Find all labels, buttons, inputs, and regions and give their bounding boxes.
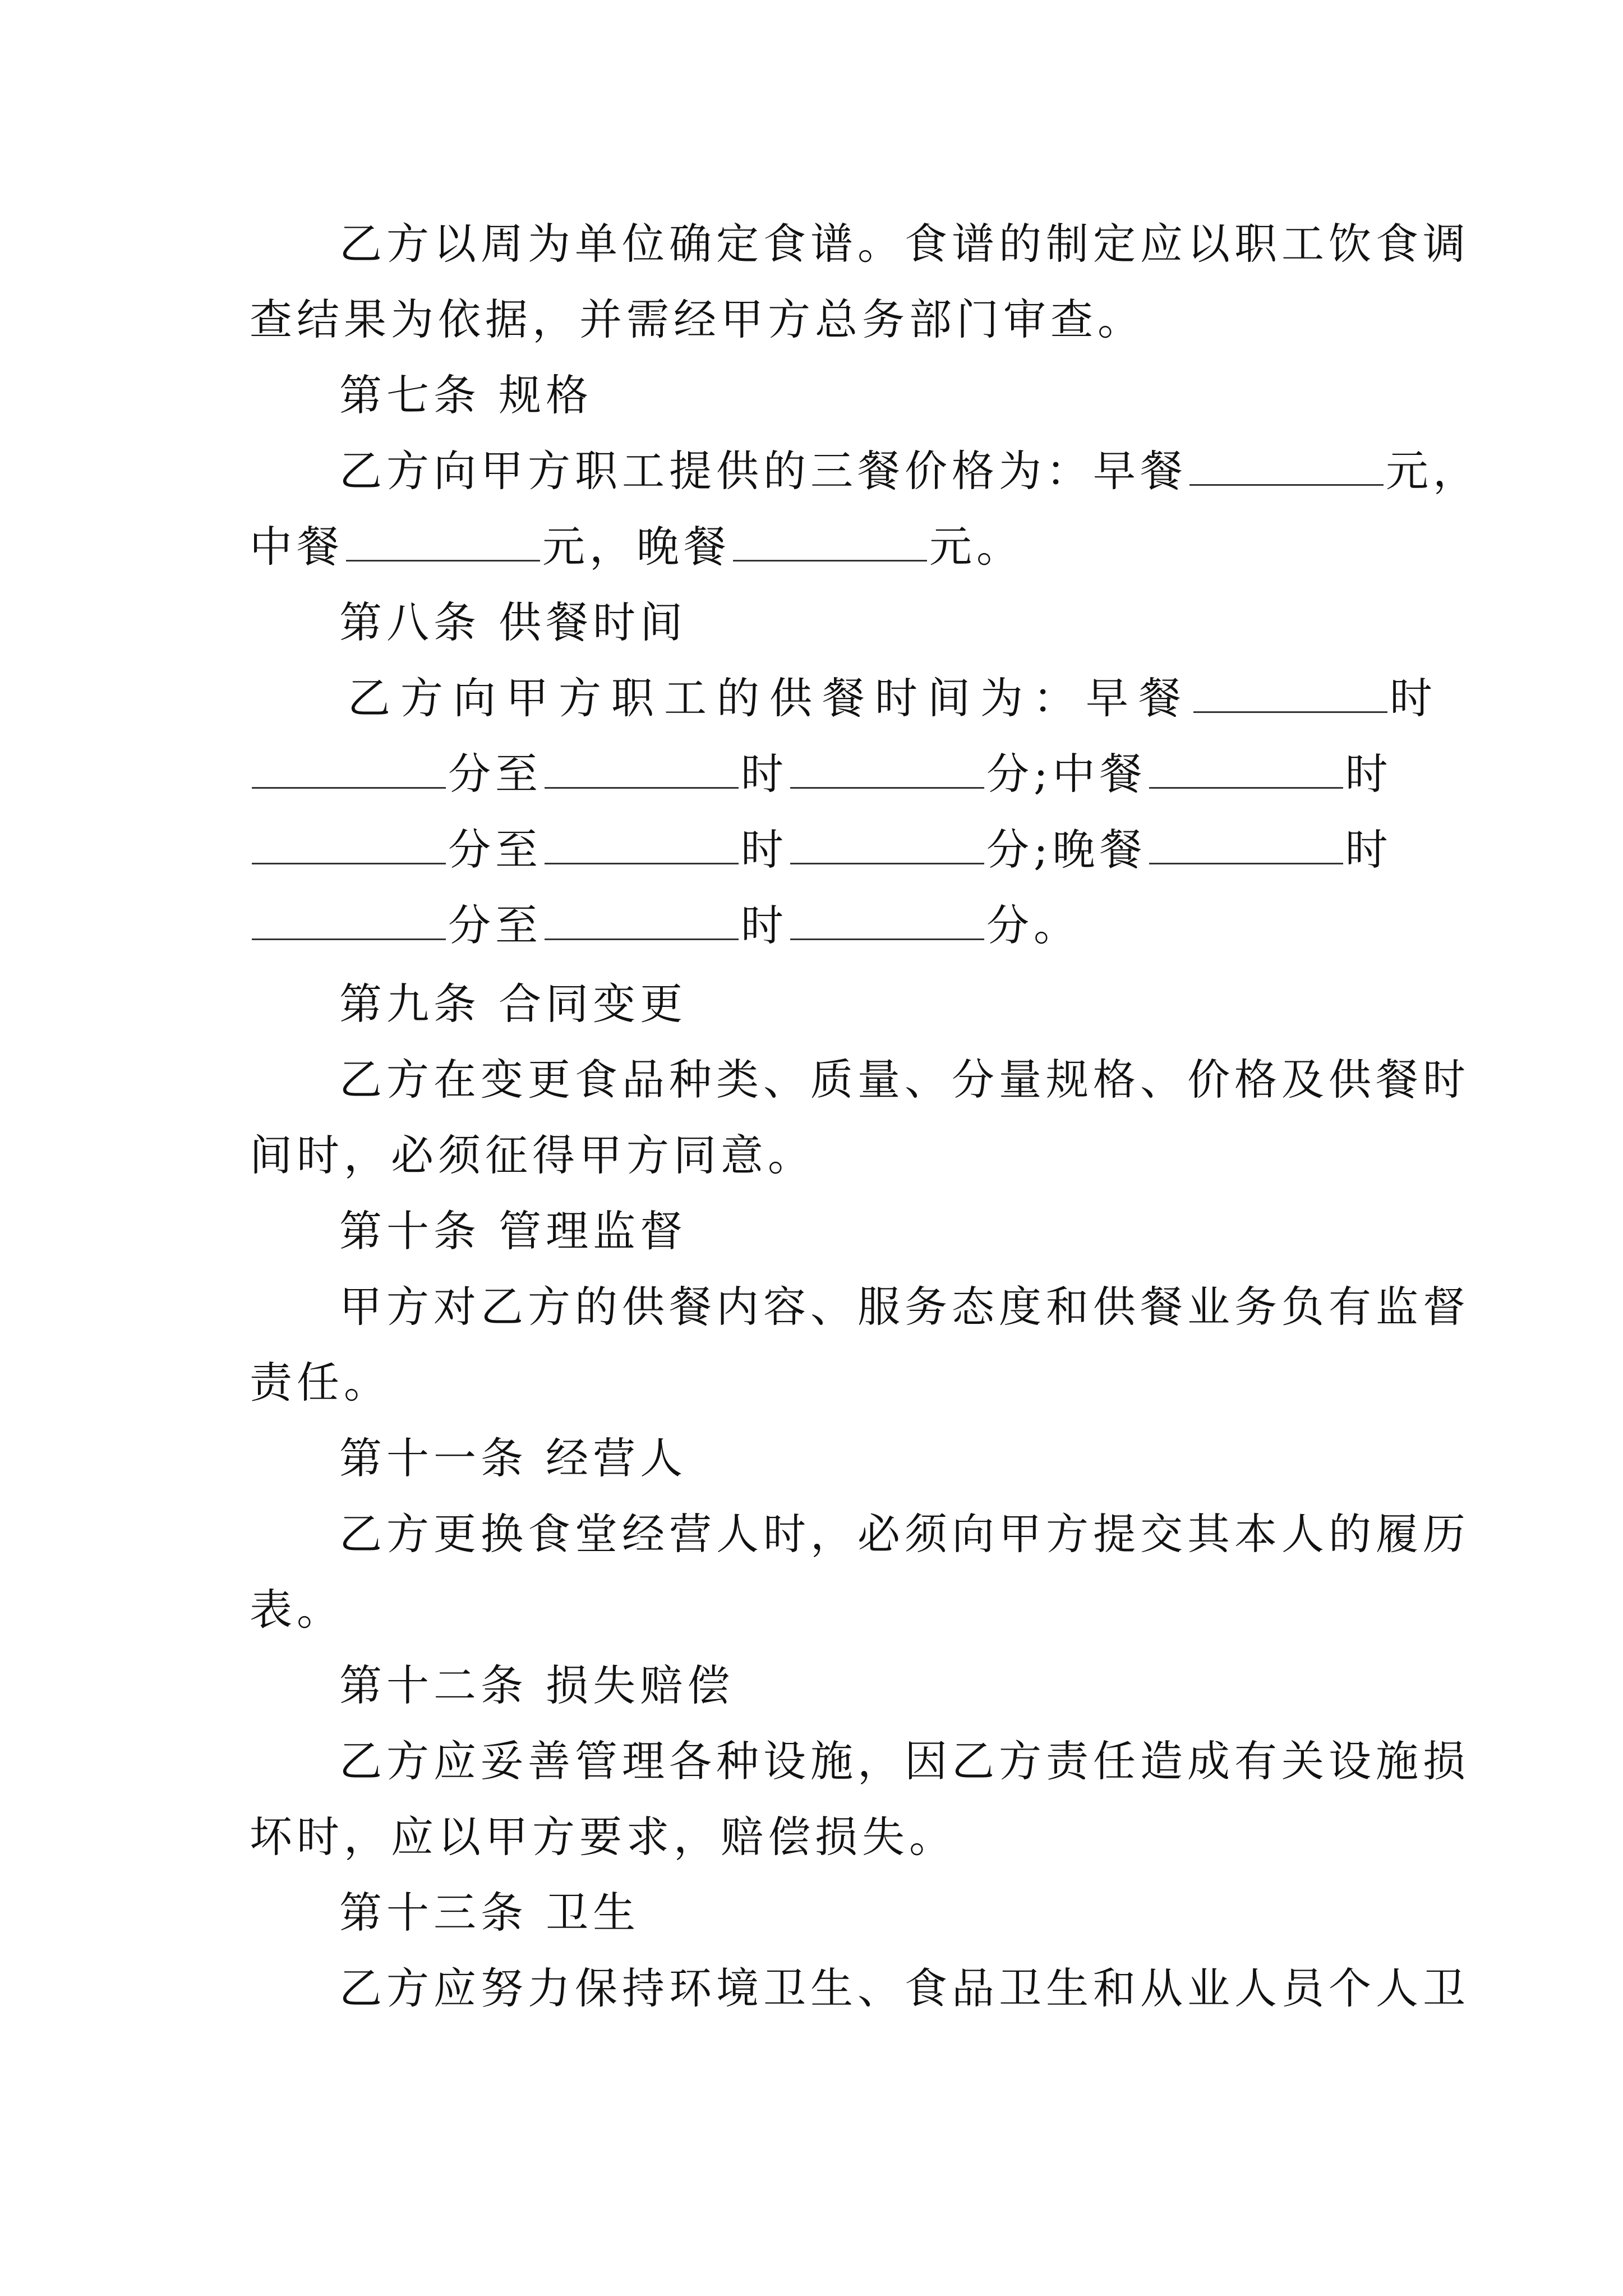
text: 时 — [741, 825, 788, 875]
section-heading — [339, 1430, 1483, 1487]
blank-fill-line — [545, 899, 739, 940]
section-heading — [339, 595, 1483, 651]
text: 乙方应努力保持环境卫生、食品卫生和从业人员个人卫 — [339, 1963, 1470, 2013]
paragraph-line — [339, 1733, 1483, 1789]
text: 乙方更换食堂经营人时，必须向甲方提交其本人的履历 — [339, 1509, 1470, 1559]
paragraph-line — [348, 670, 1492, 726]
paragraph-line — [339, 1961, 1483, 2017]
text: 第七条 规格 — [339, 370, 593, 420]
text: 时 — [1345, 749, 1393, 799]
blank-fill-line — [545, 823, 739, 864]
text: 乙方向甲方职工的供餐时间为：早餐 — [348, 673, 1191, 723]
text: 第九条 合同变更 — [339, 979, 688, 1029]
text: 分至 — [448, 900, 542, 950]
text: 甲方对乙方的供餐内容、服务态度和供餐业务负有监督 — [339, 1282, 1470, 1332]
text: 元，晚餐 — [542, 522, 731, 572]
blank-fill-line — [252, 899, 446, 940]
paragraph-line — [339, 1052, 1483, 1108]
text: 第十一条 经营人 — [339, 1433, 688, 1483]
text: 查结果为依据，并需经甲方总务部门审查。 — [250, 295, 1145, 344]
paragraph-line — [250, 519, 1394, 575]
blank-fill-line — [346, 521, 540, 562]
section-heading — [339, 1203, 1483, 1259]
section-heading — [339, 1658, 1483, 1714]
text: 乙方以周为单位确定食谱。食谱的制定应以职工饮食调 — [339, 219, 1470, 269]
section-heading — [339, 976, 1483, 1032]
blank-fill-line — [1149, 823, 1343, 864]
blank-fill-line — [733, 521, 927, 562]
text: 乙方在变更食品种类、质量、分量规格、价格及供餐时 — [339, 1055, 1470, 1105]
text: 分。 — [986, 900, 1081, 950]
paragraph-line — [250, 746, 1394, 802]
text: 间时，必须征得甲方同意。 — [250, 1130, 815, 1180]
section-heading — [339, 367, 1483, 424]
text: 分至 — [448, 825, 542, 875]
text: 分;晚餐 — [986, 825, 1147, 875]
blank-fill-line — [252, 748, 446, 789]
paragraph-line — [250, 822, 1394, 878]
paragraph-line — [339, 1279, 1483, 1335]
section-heading — [339, 1885, 1483, 1941]
paragraph-line — [250, 898, 1394, 954]
text: 元， — [1386, 446, 1480, 496]
paragraph-line — [250, 1355, 1394, 1411]
paragraph-line — [339, 443, 1483, 499]
text: 责任。 — [250, 1358, 391, 1407]
blank-fill-line — [790, 823, 984, 864]
text: 分至 — [448, 749, 542, 799]
blank-fill-line — [790, 748, 984, 789]
blank-fill-line — [1193, 672, 1387, 713]
blank-fill-line — [252, 823, 446, 864]
text: 元。 — [929, 522, 1023, 572]
text: 分;中餐 — [986, 749, 1147, 799]
text: 第八条 供餐时间 — [339, 597, 688, 647]
text: 时 — [1390, 673, 1442, 723]
blank-fill-line — [790, 899, 984, 940]
text: 坏时，应以甲方要求，赔偿损失。 — [250, 1812, 956, 1862]
paragraph-line — [250, 1582, 1394, 1638]
paragraph-line — [250, 292, 1394, 348]
text: 第十二条 损失赔偿 — [339, 1660, 735, 1710]
text: 时 — [1345, 825, 1393, 875]
blank-fill-line — [1189, 445, 1384, 486]
paragraph-line — [250, 1128, 1394, 1184]
text: 第十三条 卫生 — [339, 1888, 640, 1938]
text: 时 — [741, 900, 788, 950]
paragraph-line — [250, 1809, 1394, 1865]
text: 表。 — [250, 1585, 344, 1635]
paragraph-line — [339, 1506, 1483, 1562]
text: 时 — [741, 749, 788, 799]
paragraph-line — [339, 216, 1483, 272]
text: 第十条 管理监督 — [339, 1206, 688, 1256]
text: 乙方应妥善管理各种设施，因乙方责任造成有关设施损 — [339, 1736, 1470, 1786]
blank-fill-line — [1149, 748, 1343, 789]
text: 中餐 — [250, 522, 344, 572]
text: 乙方向甲方职工提供的三餐价格为：早餐 — [339, 446, 1187, 496]
blank-fill-line — [545, 748, 739, 789]
